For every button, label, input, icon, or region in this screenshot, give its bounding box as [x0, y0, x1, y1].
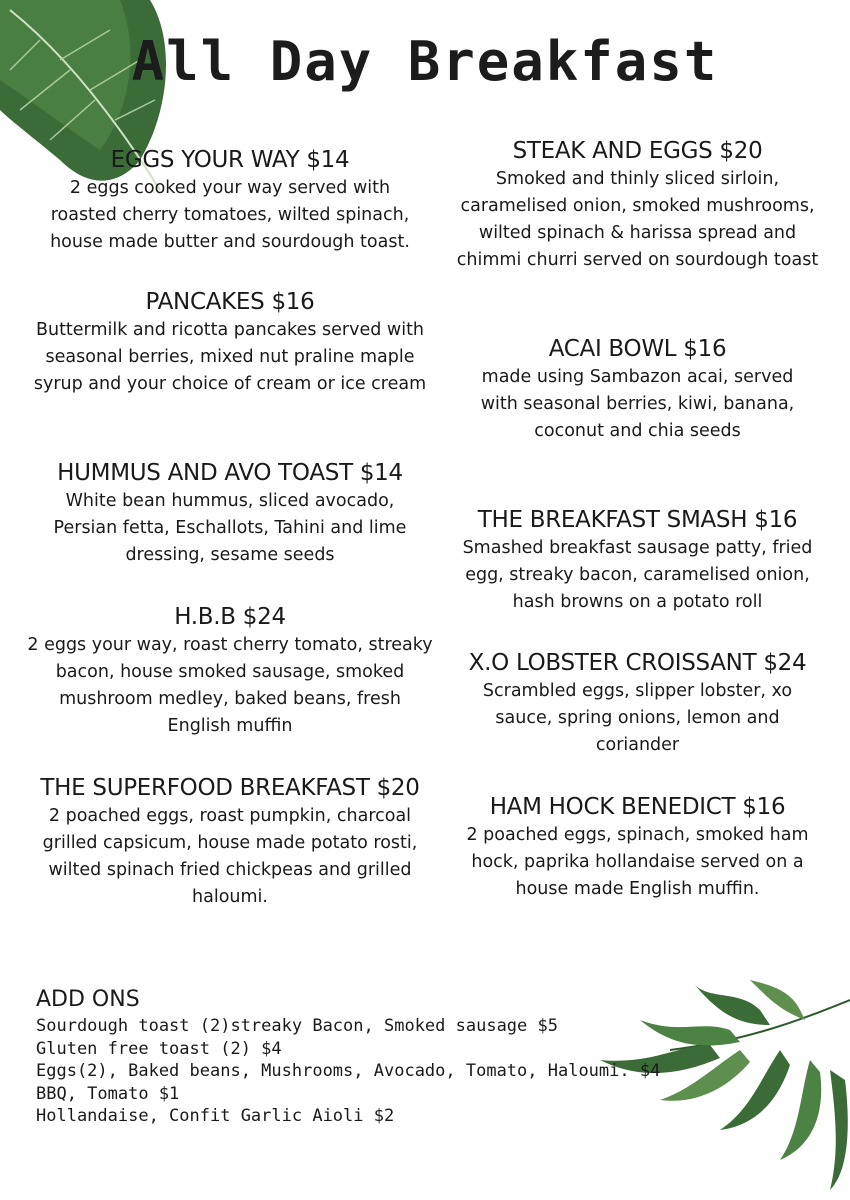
menu-item-description: made using Sambazon acai, served with seasonal berries, kiwi, banana, coconut and chia seeds: [480, 367, 795, 441]
menu-item-description: 2 eggs your way, roast cherry tomato, streaky bacon, house smoked sausage, smoked mushroom medley, baked beans, fresh English muffin: [27, 635, 433, 736]
menu-item: [450, 648, 825, 759]
menu-item: [25, 145, 435, 256]
add-on-line: Sourdough toast (2)streaky Bacon, Smoked sausage $5: [36, 1016, 558, 1036]
menu-item: [25, 773, 435, 911]
menu-item-description: Smashed breakfast sausage patty, fried egg, streaky bacon, caramelised onion, hash browns on a potato roll: [462, 538, 813, 612]
menu-item-name: HUMMUS AND AVO TOAST $14: [57, 460, 403, 486]
menu-item-description: 2 poached eggs, spinach, smoked ham hock, paprika hollandaise served on a house made English muffin.: [466, 825, 809, 899]
menu-item-description: Scrambled eggs, slipper lobster, xo sauce, spring onions, lemon and coriander: [482, 681, 793, 755]
add-on-line: Eggs(2), Baked beans, Mushrooms, Avocado, Tomato, Haloumi. $4: [36, 1061, 661, 1081]
menu-item-name: STEAK AND EGGS $20: [512, 138, 763, 164]
menu-item: [25, 458, 435, 569]
menu-item-name: H.B.B $24: [174, 604, 286, 630]
add-ons-section: [36, 985, 736, 1128]
menu-item: [450, 505, 825, 616]
menu-item: [25, 602, 435, 740]
menu-item-description: Buttermilk and ricotta pancakes served with seasonal berries, mixed nut praline maple syrup and your choice of cream or ice cream: [33, 320, 427, 394]
add-on-line: BBQ, Tomato $1: [36, 1083, 180, 1104]
menu-item-description: 2 eggs cooked your way served with roasted cherry tomatoes, wilted spinach, house made butter and sourdough toast.: [50, 178, 410, 252]
menu-item-name: ACAI BOWL $16: [548, 336, 727, 362]
menu-item-description: White bean hummus, sliced avocado, Persian fetta, Eschallots, Tahini and lime dressing, sesame seeds: [53, 491, 407, 565]
menu-item: [450, 334, 825, 445]
menu-item: [25, 287, 435, 398]
menu-item: [450, 136, 825, 274]
add-on-line: Hollandaise, Confit Garlic Aioli $2: [36, 1106, 395, 1126]
menu-title: All Day Breakfast: [131, 30, 719, 93]
add-ons-heading: ADD ONS: [36, 987, 140, 1012]
menu-item-name: PANCAKES $16: [145, 289, 315, 315]
menu-item-name: HAM HOCK BENEDICT $16: [489, 794, 786, 820]
menu-item-name: EGGS YOUR WAY $14: [110, 147, 350, 173]
menu-item-name: THE SUPERFOOD BREAKFAST $20: [40, 775, 420, 801]
menu-item-name: X.O LOBSTER CROISSANT $24: [468, 650, 807, 676]
menu-item-name: THE BREAKFAST SMASH $16: [477, 507, 798, 533]
add-on-line: Gluten free toast (2) $4: [36, 1038, 282, 1059]
menu-item-description: 2 poached eggs, roast pumpkin, charcoal grilled capsicum, house made potato rosti, wilted spinach fried chickpeas and grilled haloumi.: [42, 806, 418, 907]
menu-item: [450, 792, 825, 903]
menu-item-description: Smoked and thinly sliced sirloin, caramelised onion, smoked mushrooms, wilted spinach & harissa spread and chimmi churri served on sourdough toast: [456, 169, 819, 270]
